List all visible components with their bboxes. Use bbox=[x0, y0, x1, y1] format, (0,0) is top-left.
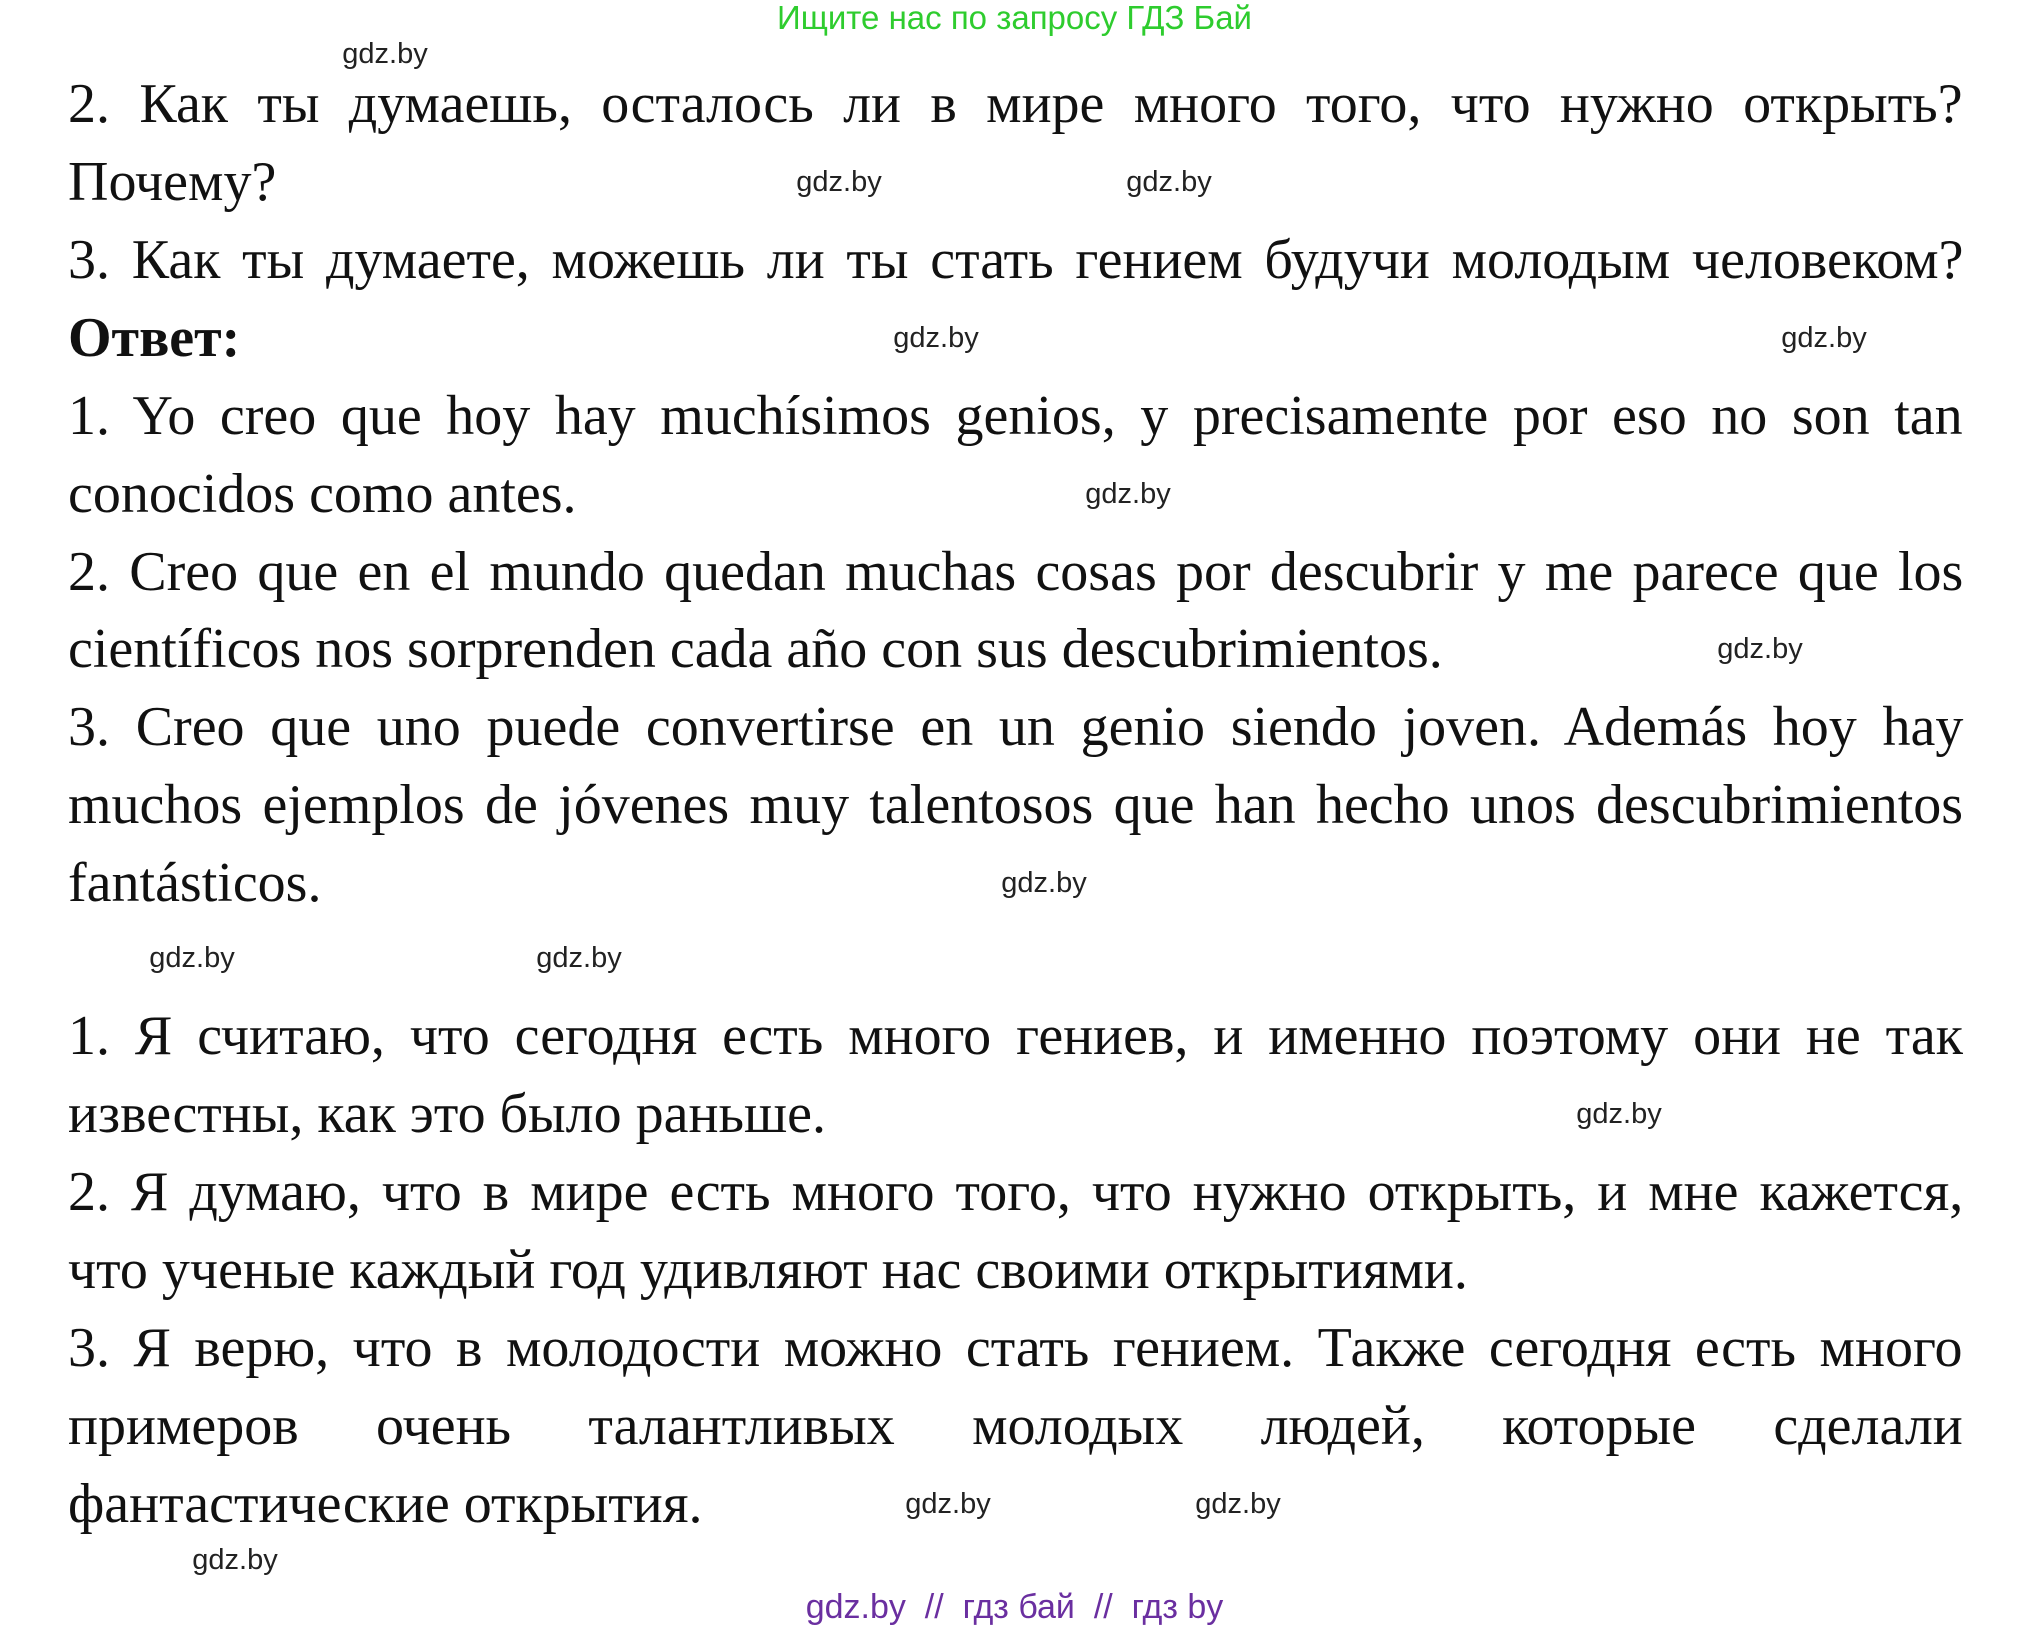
spanish-answer-line: 1. Yo creo que hoy hay muchísimos genios, y precisamente por eso no son tan bbox=[68, 385, 1963, 447]
watermark: gdz.by bbox=[192, 1544, 278, 1576]
watermark: gdz.by bbox=[1717, 633, 1803, 665]
watermark: gdz.by bbox=[893, 322, 979, 354]
spanish-answer-line: muchos ejemplos de jóvenes muy talentosos que han hecho unos descubrimientos bbox=[68, 774, 1964, 836]
russian-answer-line: 1. Я считаю, что сегодня есть много гениев, и именно поэтому они не так bbox=[68, 1005, 1963, 1067]
spanish-answer-line: 2. Creo que en el mundo quedan muchas cosas por descubrir y me parece que los bbox=[68, 541, 1964, 603]
footer-links[interactable]: gdz.by // гдз бай // гдз by bbox=[805, 1588, 1224, 1626]
question-line: 3. Как ты думаете, можешь ли ты стать гением будучи молодым человеком? bbox=[68, 229, 1964, 291]
watermark: gdz.by bbox=[1085, 478, 1171, 510]
question-line: 2. Как ты думаешь, осталось ли в мире много того, что нужно открыть? bbox=[68, 73, 1963, 135]
russian-answer-line: что ученые каждый год удивляют нас своими открытиями. bbox=[68, 1239, 1468, 1301]
watermark: gdz.by bbox=[1576, 1098, 1662, 1130]
russian-answer-line: 3. Я верю, что в молодости можно стать гением. Также сегодня есть много bbox=[68, 1317, 1963, 1379]
spanish-answer-line: 3. Creo que uno puede convertirse en un genio siendo joven. Además hoy hay bbox=[68, 696, 1964, 758]
watermark: gdz.by bbox=[149, 942, 235, 974]
russian-answer-line: фантастические открытия. bbox=[68, 1473, 703, 1535]
spanish-answer-line: científicos nos sorprenden cada año con sus descubrimientos. bbox=[68, 618, 1443, 680]
spanish-answer-line: fantásticos. bbox=[68, 852, 322, 914]
watermark: gdz.by bbox=[1126, 166, 1212, 198]
spanish-answer-line: conocidos como antes. bbox=[68, 463, 577, 525]
russian-answer-line: 2. Я думаю, что в мире есть много того, что нужно открыть, и мне кажется, bbox=[68, 1161, 1964, 1223]
russian-answer-line: примеров очень талантливых молодых людей, которые сделали bbox=[68, 1395, 1963, 1457]
question-line: Почему? bbox=[68, 151, 277, 213]
watermark: gdz.by bbox=[342, 38, 428, 70]
answer-heading: Ответ: bbox=[68, 307, 241, 369]
search-hint-header: Ищите нас по запросу ГДЗ Бай bbox=[777, 0, 1252, 36]
watermark: gdz.by bbox=[536, 942, 622, 974]
watermark: gdz.by bbox=[1781, 322, 1867, 354]
russian-answer-line: известны, как это было раньше. bbox=[68, 1083, 826, 1145]
watermark: gdz.by bbox=[796, 166, 882, 198]
watermark: gdz.by bbox=[1195, 1488, 1281, 1520]
watermark: gdz.by bbox=[1001, 867, 1087, 899]
watermark: gdz.by bbox=[905, 1488, 991, 1520]
